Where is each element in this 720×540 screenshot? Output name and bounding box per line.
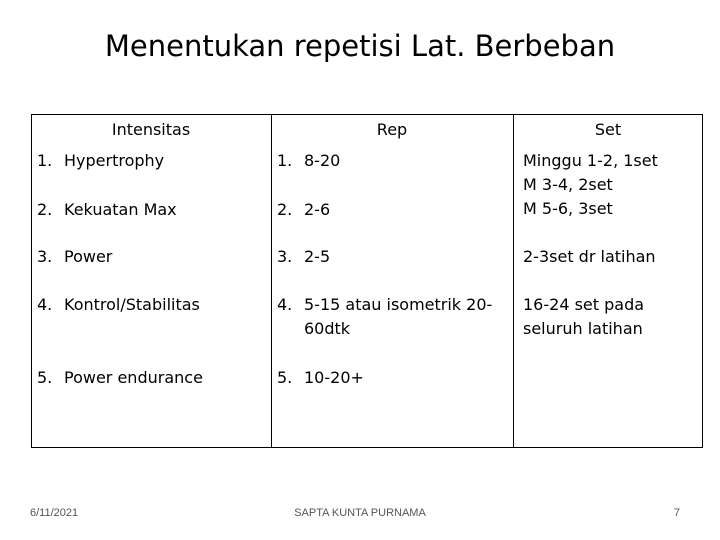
item-number: 5. xyxy=(277,368,293,387)
intensitas-item xyxy=(37,245,112,269)
item-text: 5-15 atau isometrik 20- xyxy=(304,295,493,314)
item-number: 1. xyxy=(277,151,293,170)
rep-item xyxy=(277,293,492,341)
item-text: Kekuatan Max xyxy=(64,200,177,219)
item-text: 10-20+ xyxy=(304,368,364,387)
item-number: 3. xyxy=(37,247,53,266)
item-number: 2. xyxy=(37,200,53,219)
rep-item xyxy=(277,149,340,173)
column-divider xyxy=(271,114,272,448)
intensitas-item xyxy=(37,198,177,222)
header-rep: Rep xyxy=(376,120,408,139)
header-intensitas: Intensitas xyxy=(111,120,191,139)
set-line: M 5-6, 3set xyxy=(523,199,613,218)
item-text: Power xyxy=(64,247,113,266)
footer-date: 6/11/2021 xyxy=(30,507,79,519)
set-item: 2-3set dr latihan xyxy=(523,247,656,266)
set-line: seluruh latihan xyxy=(523,319,643,338)
rep-item xyxy=(277,198,330,222)
intensitas-item xyxy=(37,149,164,173)
item-number: 4. xyxy=(37,295,53,314)
set-line: Minggu 1-2, 1set xyxy=(523,151,658,170)
item-number: 4. xyxy=(277,295,293,314)
item-text: 2-5 xyxy=(304,247,331,266)
footer-page-number: 7 xyxy=(673,507,680,519)
item-text: 8-20 xyxy=(304,151,341,170)
intensitas-item xyxy=(37,366,203,390)
set-item xyxy=(523,149,658,221)
item-text: Power endurance xyxy=(64,368,203,387)
set-line: 16-24 set pada xyxy=(523,295,645,314)
intensitas-item xyxy=(37,293,200,317)
set-line: M 3-4, 2set xyxy=(523,175,613,194)
rep-item xyxy=(277,366,364,390)
column-divider xyxy=(513,114,514,448)
item-number: 2. xyxy=(277,200,293,219)
item-number: 3. xyxy=(277,247,293,266)
header-set: Set xyxy=(594,120,622,139)
item-number: 5. xyxy=(37,368,53,387)
item-text-continued: 60dtk xyxy=(304,319,351,338)
item-text: 2-6 xyxy=(304,200,331,219)
item-text: Hypertrophy xyxy=(64,151,165,170)
set-item xyxy=(523,293,644,341)
slide-title: Menentukan repetisi Lat. Berbeban xyxy=(104,29,616,63)
footer-author: SAPTA KUNTA PURNAMA xyxy=(294,507,426,519)
item-number: 1. xyxy=(37,151,53,170)
rep-item xyxy=(277,245,330,269)
item-text: Kontrol/Stabilitas xyxy=(64,295,200,314)
